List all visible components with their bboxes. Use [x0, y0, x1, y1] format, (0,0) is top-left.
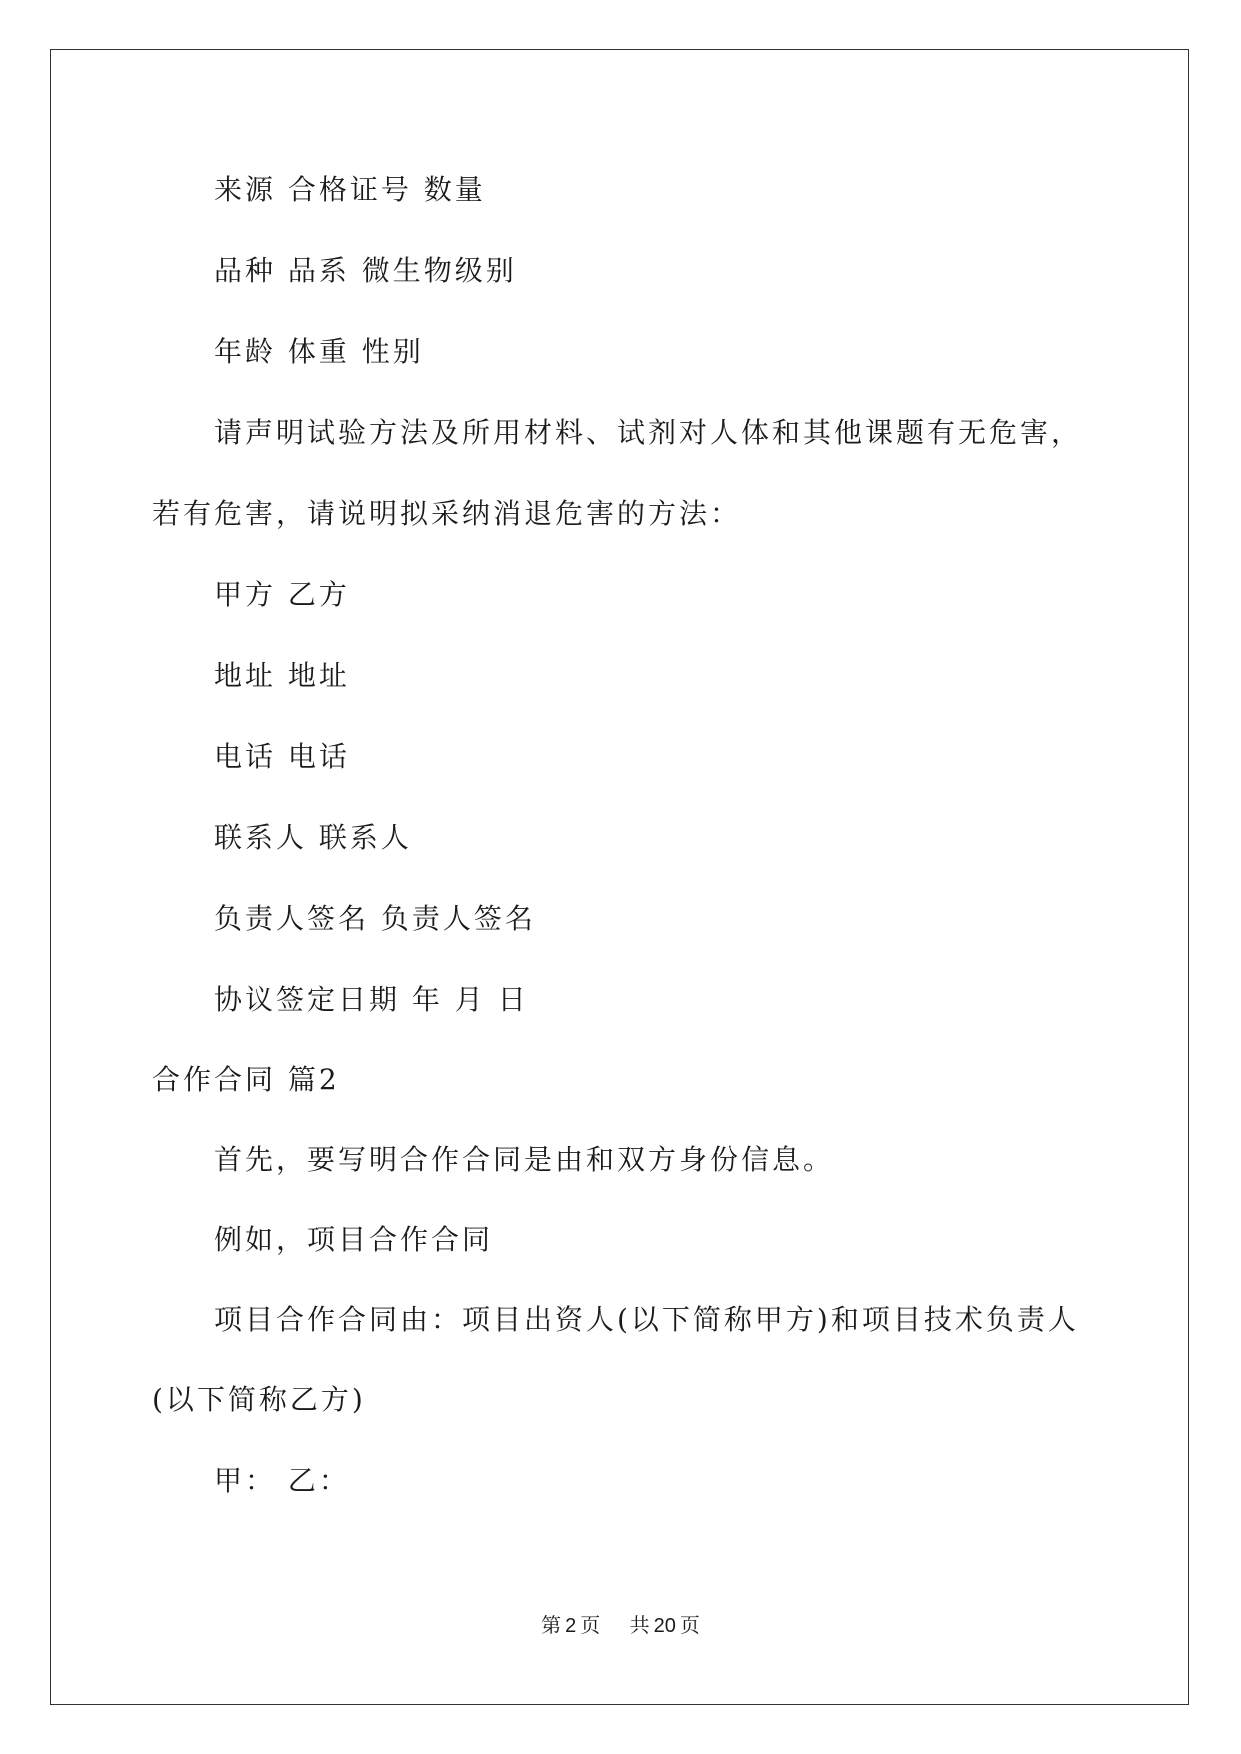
text-line-breed: 品种 品系 微生物级别 — [214, 254, 517, 287]
text-line-age: 年龄 体重 性别 — [214, 335, 424, 368]
footer-total-prefix: 共 — [629, 1613, 650, 1637]
footer-page-suffix: 页 — [580, 1613, 601, 1637]
text-line-hazard-statement: 请声明试验方法及所用材料、试剂对人体和其他课题有无危害， — [214, 416, 1083, 449]
text-line-signature: 负责人签名 负责人签名 — [214, 902, 536, 935]
text-line-hazard-method: 若有危害，请说明拟采纳消退危害的方法： — [152, 497, 742, 530]
text-line-intro: 首先，要写明合作合同是由和双方身份信息。 — [214, 1143, 835, 1176]
text-line-parties: 甲方 乙方 — [214, 578, 350, 611]
page-footer — [0, 1613, 1241, 1638]
footer-total-pages: 20 — [653, 1615, 676, 1637]
footer-total-suffix: 页 — [679, 1613, 700, 1637]
text-line-contact: 联系人 联系人 — [214, 821, 412, 854]
text-line-address: 地址 地址 — [214, 659, 350, 692]
text-line-example: 例如，项目合作合同 — [214, 1223, 494, 1256]
text-line-party-b-note: (以下简称乙方) — [152, 1383, 366, 1416]
page-border — [50, 49, 1189, 1705]
text-line-source: 来源 合格证号 数量 — [214, 173, 486, 206]
text-line-party-labels: 甲： 乙： — [214, 1464, 350, 1497]
footer-page-prefix: 第 — [541, 1613, 562, 1637]
section-heading: 合作合同 篇2 — [152, 1063, 340, 1096]
text-line-contract-parties: 项目合作合同由：项目出资人(以下简称甲方)和项目技术负责人 — [214, 1303, 1079, 1336]
footer-page-number: 2 — [565, 1615, 577, 1637]
text-line-phone: 电话 电话 — [214, 740, 350, 773]
text-line-date: 协议签定日期 年 月 日 — [214, 983, 529, 1016]
